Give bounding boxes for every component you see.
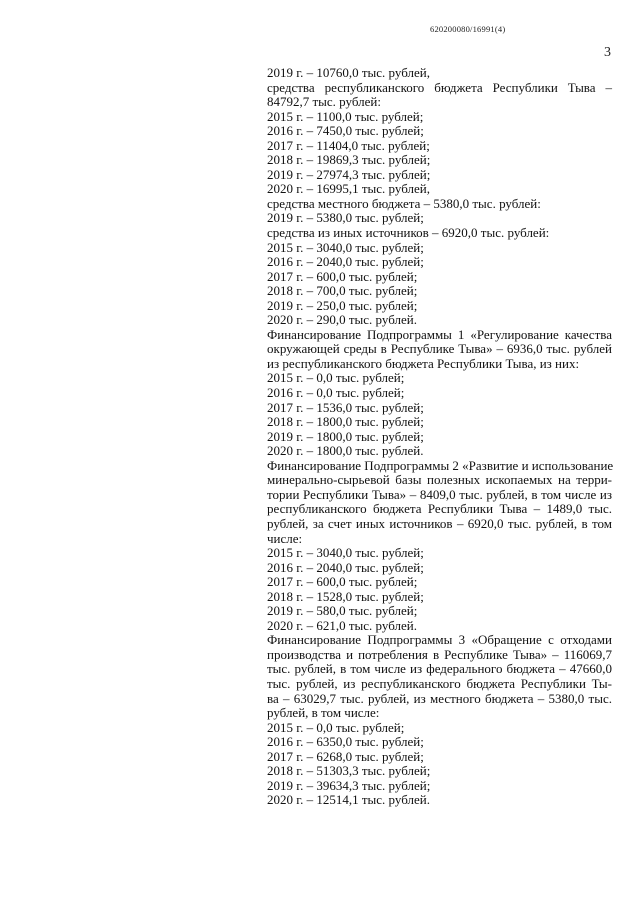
text-line: средства из иных источников – 6920,0 тыс. рублей: [267,225,550,241]
text-line: окружающей среды в Республике Тыва» – 6936,0 тыс. рублей [267,341,612,357]
text-line: 2015 г. – 0,0 тыс. рублей; [267,370,405,386]
text-line: 2018 г. – 51303,3 тыс. рублей; [267,763,431,779]
text-line: производства и потребления в Республике Тыва» – 116069,7 [267,646,612,662]
text-line: тыс. рублей, в том числе из федерального бюджета – 47660,0 [267,661,612,677]
text-line: 2015 г. – 3040,0 тыс. рублей; [267,239,424,255]
text-line: 2020 г. – 290,0 тыс. рублей. [267,312,417,328]
text-line: 2017 г. – 1536,0 тыс. рублей; [267,399,424,415]
text-line: средства республиканского бюджета Республики Тыва – [267,79,612,95]
text-line: 2018 г. – 19869,3 тыс. рублей; [267,152,431,168]
page-number: 3 [604,45,611,60]
text-line: 2020 г. – 16995,1 тыс. рублей, [267,181,430,197]
text-line: 2017 г. – 600,0 тыс. рублей; [267,574,418,590]
text-line: рублей, в том числе: [267,705,380,721]
text-line: 2018 г. – 1800,0 тыс. рублей; [267,414,424,430]
text-line: 2019 г. – 39634,3 тыс. рублей; [267,777,431,793]
text-line: 2016 г. – 6350,0 тыс. рублей; [267,734,424,750]
text-line: минерально-сырьевой базы полезных ископаемых на терри- [267,472,612,488]
text-line: 2016 г. – 7450,0 тыс. рублей; [267,123,424,139]
text-line: 2019 г. – 5380,0 тыс. рублей; [267,210,424,226]
text-line: Финансирование Подпрограммы 1 «Регулирование качества [267,326,612,342]
text-line: 2015 г. – 3040,0 тыс. рублей; [267,545,424,561]
text-line: тории Республики Тыва» – 8409,0 тыс. рублей, в том числе из [267,486,612,502]
text-line: 2017 г. – 6268,0 тыс. рублей; [267,748,424,764]
text-line: 2018 г. – 700,0 тыс. рублей; [267,283,418,299]
text-line: 2016 г. – 0,0 тыс. рублей; [267,385,405,401]
text-line: 2019 г. – 27974,3 тыс. рублей; [267,166,431,182]
text-line: 2019 г. – 250,0 тыс. рублей; [267,297,418,313]
text-line: ва – 63029,7 тыс. рублей, из местного бюджета – 5380,0 тыс. [267,690,612,706]
text-line: 2019 г. – 1800,0 тыс. рублей; [267,428,424,444]
text-line: 2020 г. – 12514,1 тыс. рублей. [267,792,430,808]
text-line: числе: [267,530,303,546]
text-line: рублей, за счет иных источников – 6920,0 тыс. рублей, в том [267,515,612,531]
text-line: 2020 г. – 621,0 тыс. рублей. [267,617,417,633]
text-line: 2018 г. – 1528,0 тыс. рублей; [267,588,424,604]
text-line: 2017 г. – 11404,0 тыс. рублей; [267,137,430,153]
text-line: Финансирование Подпрограммы 3 «Обращение с отходами [267,632,612,648]
text-line: 84792,7 тыс. рублей: [267,94,381,110]
text-line: 2015 г. – 1100,0 тыс. рублей; [267,108,424,124]
text-line: из республиканского бюджета Республики Тыва, из них: [267,355,580,371]
text-line: республиканского бюджета Республики Тыва – 1489,0 тыс. [267,501,612,517]
document-code: 620200080/16991(4) [430,24,506,34]
text-line: 2019 г. – 580,0 тыс. рублей; [267,603,418,619]
text-line: 2017 г. – 600,0 тыс. рублей; [267,268,418,284]
text-line: средства местного бюджета – 5380,0 тыс. рублей: [267,195,541,211]
text-line: 2020 г. – 1800,0 тыс. рублей. [267,443,424,459]
text-line: Финансирование Подпрограммы 2 «Развитие и использование [267,457,614,473]
text-line: 2015 г. – 0,0 тыс. рублей; [267,719,405,735]
document-body [267,66,612,808]
text-line: 2016 г. – 2040,0 тыс. рублей; [267,254,424,270]
text-line: 2019 г. – 10760,0 тыс. рублей, [267,65,430,80]
text-line: 2016 г. – 2040,0 тыс. рублей; [267,559,424,575]
text-line: тыс. рублей, из республиканского бюджета Республики Ты- [267,675,612,691]
